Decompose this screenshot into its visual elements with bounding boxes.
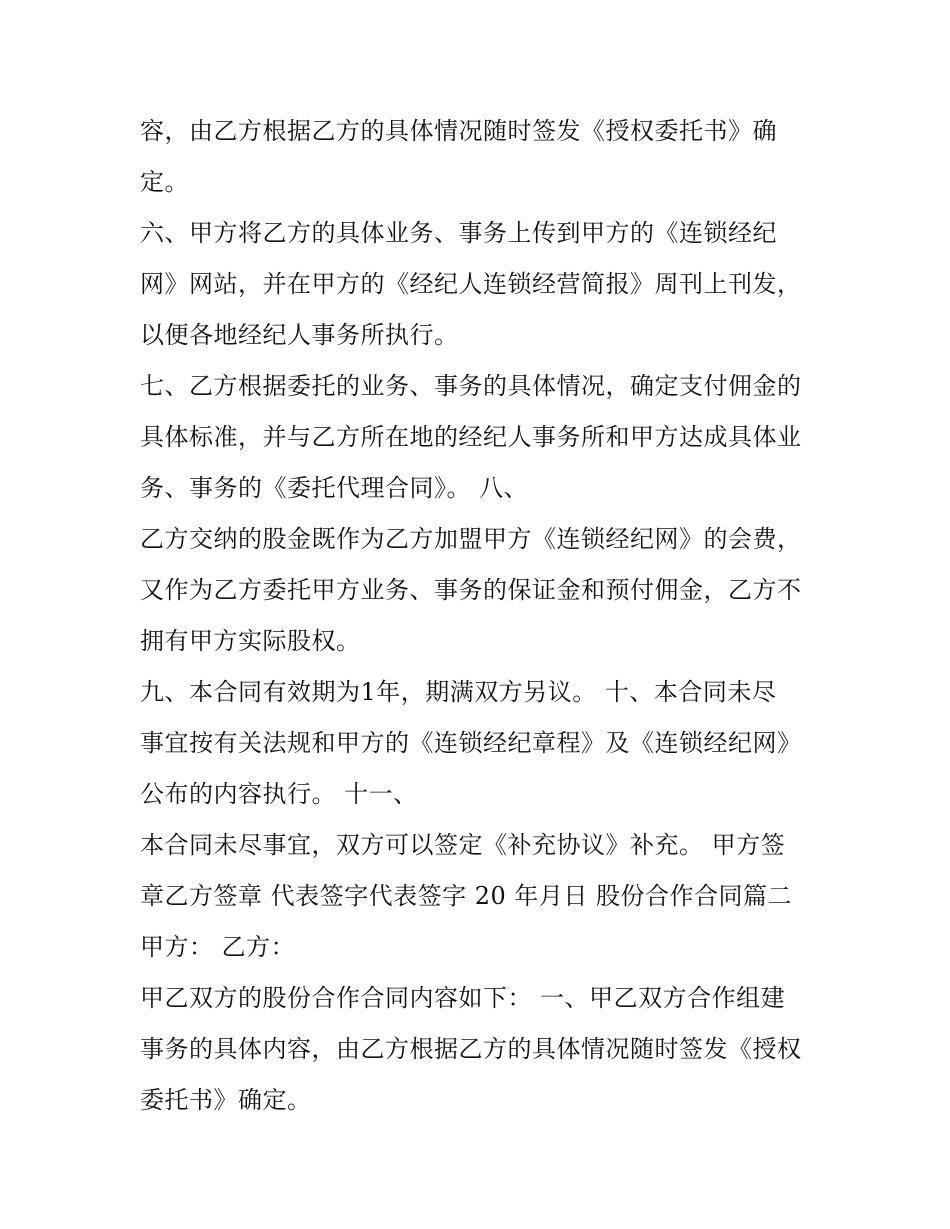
- text-line: 甲乙双方的股份合作合同内容如下： 一、甲乙双方合作组建: [140, 984, 786, 1012]
- text-line: 九、本合同有效期为1年，期满双方另议。 十、本合同未尽: [140, 678, 777, 706]
- text-line: 定。: [140, 168, 189, 196]
- text-line: 拥有甲方实际股权。: [140, 627, 361, 655]
- text-line: 网》网站，并在甲方的《经纪人连锁经营简报》周刊上刊发，: [140, 270, 802, 298]
- text-line: 委托书》确定。: [140, 1086, 312, 1114]
- text-line: 具体标准，并与乙方所在地的经纪人事务所和甲方达成具体业: [140, 423, 802, 451]
- text-line: 事宜按有关法规和甲方的《连锁经纪章程》及《连锁经纪网》: [140, 729, 802, 757]
- text-line: 甲方： 乙方：: [140, 933, 296, 961]
- text-line: 以便各地经纪人事务所执行。: [140, 321, 459, 349]
- text-line: 公布的内容执行。 十一、: [140, 780, 418, 808]
- text-line: 容，由乙方根据乙方的具体情况随时签发《授权委托书》确: [140, 117, 777, 145]
- text-line: 乙方交纳的股金既作为乙方加盟甲方《连锁经纪网》的会费，: [140, 525, 802, 553]
- text-line: 七、乙方根据委托的业务、事务的具体情况，确定支付佣金的: [140, 372, 802, 400]
- text-line: 务、事务的《委托代理合同》。 八、: [140, 474, 529, 502]
- text-line: 本合同未尽事宜，双方可以签定《补充协议》补充。 甲方签: [140, 831, 786, 859]
- text-line: 事务的具体内容，由乙方根据乙方的具体情况随时签发《授权: [140, 1035, 802, 1063]
- document-body: [140, 106, 820, 1126]
- text-line: 六、甲方将乙方的具体业务、事务上传到甲方的《连锁经纪: [140, 219, 777, 247]
- text-line: 章乙方签章 代表签字代表签字 20 年月日 股份合作合同篇二: [140, 882, 793, 910]
- text-line: 又作为乙方委托甲方业务、事务的保证金和预付佣金，乙方不: [140, 576, 802, 604]
